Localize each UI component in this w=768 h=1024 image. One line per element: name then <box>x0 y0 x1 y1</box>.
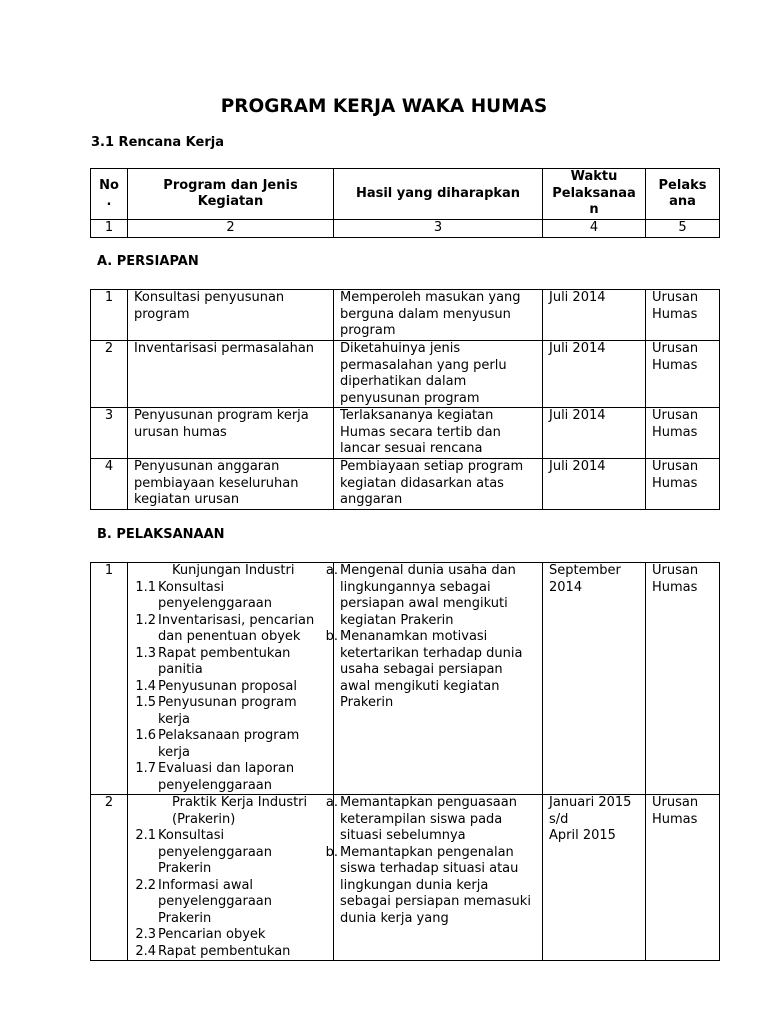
row-number: 1 <box>91 290 128 341</box>
program-name: Praktik Kerja Industri (Prakerin) <box>172 795 308 827</box>
sub-item <box>128 580 327 613</box>
sub-item-number: 1.3 <box>135 645 156 661</box>
row-waktu: Juli 2014 <box>543 290 646 341</box>
sub-item-text: Rapat pembentukan panitia <box>158 645 291 677</box>
column-number: 4 <box>543 220 646 238</box>
sub-item <box>128 728 327 761</box>
table-row <box>91 795 720 961</box>
row-program: Konsultasi penyusunan program <box>128 290 334 341</box>
sub-item-number: 2.3 <box>135 927 156 942</box>
sub-item <box>128 679 327 696</box>
sub-item-number: 1.1 <box>135 579 156 595</box>
sub-item-number: 1.4 <box>135 678 156 694</box>
table-row <box>91 563 720 795</box>
sub-item-text: Rapat pembentukan <box>158 943 291 959</box>
row-hasil: Memperoleh masukan yang berguna dalam menyusun program <box>334 290 543 341</box>
sub-item-text: Konsultasi penyelenggaraan Prakerin <box>158 828 273 876</box>
table-row <box>91 459 720 510</box>
program-name: Kunjungan Industri <box>172 563 295 578</box>
sub-item-text: Pencarian obyek <box>158 927 266 942</box>
row-program: Penyusunan anggaran pembiayaan keseluruhan kegiatan urusan <box>128 459 334 510</box>
header-table <box>90 168 720 238</box>
row-pelaksana: Urusan Humas <box>646 408 720 459</box>
sub-item-number: 1.5 <box>135 695 156 710</box>
hasil-text: Menanamkan motivasi ketertarikan terhadap dunia usaha sebagai persiapan awal mengikuti kegiatan Prakerin <box>340 629 523 710</box>
sub-item-text: Konsultasi penyelenggaraan <box>158 579 273 611</box>
row-program <box>128 563 334 795</box>
row-hasil <box>325 795 543 961</box>
sub-item-number: 2.1 <box>135 828 156 843</box>
sub-item <box>128 878 327 928</box>
table-row <box>91 290 720 341</box>
hasil-marker: b. <box>325 629 338 644</box>
sub-item-text: Inventarisasi, pencarian dan penentuan obyek <box>158 612 315 644</box>
column-number: 2 <box>128 220 334 238</box>
row-number: 2 <box>91 795 128 961</box>
row-waktu: Juli 2014 <box>543 459 646 510</box>
header-no: No . <box>91 169 128 220</box>
row-number: 2 <box>91 341 128 408</box>
hasil-item <box>324 795 536 845</box>
document-title: PROGRAM KERJA WAKA HUMAS <box>220 96 548 117</box>
header-waktu: Waktu Pelaksanaa n <box>543 169 646 220</box>
sub-item <box>128 646 327 679</box>
hasil-item <box>324 629 536 712</box>
row-waktu: September 2014 <box>543 563 646 795</box>
section-a-table <box>90 289 720 510</box>
hasil-marker: a. <box>325 795 338 810</box>
sub-item <box>128 828 327 878</box>
section-a-title: A. PERSIAPAN <box>97 254 199 269</box>
sub-item-number: 2.2 <box>135 877 156 893</box>
row-number: 3 <box>91 408 128 459</box>
row-program: Penyusunan program kerja urusan humas <box>128 408 334 459</box>
row-pelaksana: Urusan Humas <box>646 459 720 510</box>
row-hasil: Diketahuinya jenis permasalahan yang perlu diperhatikan dalam penyusunan program <box>334 341 543 408</box>
section-b-table <box>90 562 720 961</box>
row-hasil <box>325 563 543 795</box>
sub-item-text: Pelaksanaan program kerja <box>158 728 300 760</box>
sub-item-number: 1.7 <box>135 761 156 776</box>
waktu-line: Januari 2015 <box>549 795 632 810</box>
hasil-text: Memantapkan penguasaan keterampilan siswa pada situasi sebelumnya <box>340 795 517 843</box>
row-pelaksana: Urusan Humas <box>646 563 720 795</box>
row-program: Inventarisasi permasalahan <box>128 341 334 408</box>
hasil-marker: a. <box>325 563 338 578</box>
row-hasil: Terlaksananya kegiatan Humas secara tertib dan lancar sesuai rencana <box>334 408 543 459</box>
sub-item-number: 1.2 <box>135 612 156 628</box>
header-hasil: Hasil yang diharapkan <box>334 169 543 220</box>
sub-item <box>128 613 327 646</box>
header-pelaksana: Pelaks ana <box>646 169 720 220</box>
sub-item-text: Penyusunan program kerja <box>158 695 297 727</box>
waktu-line: s/d <box>549 811 569 827</box>
row-waktu: Juli 2014 <box>543 341 646 408</box>
column-number: 3 <box>334 220 543 238</box>
sub-item <box>128 927 327 944</box>
column-number: 1 <box>91 220 128 238</box>
waktu-line: April 2015 <box>549 828 616 843</box>
row-number: 4 <box>91 459 128 510</box>
hasil-marker: b. <box>325 844 338 860</box>
hasil-item <box>324 563 536 629</box>
hasil-text: Memantapkan pengenalan siswa terhadap situasi atau lingkungan dunia kerja sebagai persiapan memasuki dunia kerja yang <box>340 844 531 926</box>
sub-item <box>128 695 327 728</box>
hasil-text: Mengenal dunia usaha dan lingkungannya sebagai persiapan awal mengikuti kegiatan Prakerin <box>340 563 516 628</box>
row-program <box>128 795 334 961</box>
row-waktu <box>543 795 646 961</box>
column-number: 5 <box>646 220 720 238</box>
row-waktu: Juli 2014 <box>543 408 646 459</box>
table-row <box>91 341 720 408</box>
sub-item-number: 2.4 <box>135 943 156 959</box>
sub-item <box>128 761 327 794</box>
sub-item <box>128 944 327 961</box>
row-number: 1 <box>91 563 128 795</box>
section-subtitle: 3.1 Rencana Kerja <box>91 135 224 150</box>
sub-item-text: Penyusunan proposal <box>158 678 297 694</box>
sub-item-text: Evaluasi dan laporan penyelenggaraan <box>158 761 295 793</box>
hasil-item <box>324 845 536 928</box>
sub-item-text: Informasi awal penyelenggaraan Prakerin <box>158 877 273 926</box>
sub-item-number: 1.6 <box>135 728 156 743</box>
row-pelaksana: Urusan Humas <box>646 290 720 341</box>
header-program: Program dan Jenis Kegiatan <box>128 169 334 220</box>
row-hasil: Pembiayaan setiap program kegiatan didasarkan atas anggaran <box>334 459 543 510</box>
row-pelaksana: Urusan Humas <box>646 341 720 408</box>
row-pelaksana: Urusan Humas <box>646 795 720 961</box>
section-b-title: B. PELAKSANAAN <box>97 527 225 542</box>
table-row <box>91 408 720 459</box>
